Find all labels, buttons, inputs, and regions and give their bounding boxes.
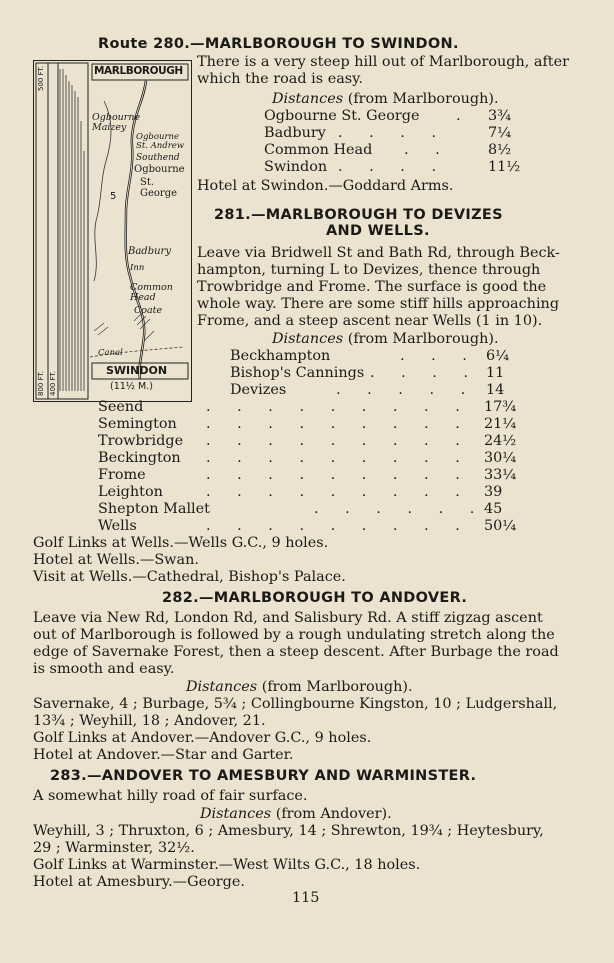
route-282-hotel: Hotel at Andover.—Star and Garter. <box>33 747 294 763</box>
route-283-heading: 283.—ANDOVER TO AMESBURY AND WARMINSTER. <box>50 768 477 784</box>
distance-place: Seend <box>98 399 144 415</box>
route-281-distances-header <box>272 331 499 348</box>
route-283-text-1: A somewhat hilly road of fair surface. <box>33 788 308 804</box>
route-280-distance-row: Ogbourne St. George . 3¾ <box>264 108 512 124</box>
distance-value: 39 <box>484 484 503 500</box>
map-label-ogbourne-st-andrew: Ogbourne St. Andrew <box>136 132 185 151</box>
distance-place: Beckington <box>98 450 181 466</box>
route-281-text-5: Frome, and a steep ascent near Wells (1 in 10). <box>197 313 543 329</box>
route-283-hotel: Hotel at Amesbury.—George. <box>33 874 245 890</box>
route-281-distance-row: Beckington . . . . . . . . . 30¼ <box>98 450 517 466</box>
route-281-heading-line2: AND WELLS. <box>326 223 430 239</box>
route-280-hotel: Hotel at Swindon.—Goddard Arms. <box>197 178 454 194</box>
route-280-text-1: There is a very steep hill out of Marlborough, after <box>197 54 569 70</box>
distance-value: 45 <box>484 501 503 517</box>
route-281-distance-row: Leighton . . . . . . . . . 39 <box>98 484 503 500</box>
map-mile-marker: 5 <box>110 191 117 202</box>
route-281-heading: 281.—MARLBOROUGH TO DEVIZES <box>214 207 503 223</box>
distance-value: 17¾ <box>484 399 517 415</box>
map-label-inn: Inn <box>130 263 145 273</box>
distances-label: Distances <box>272 331 344 347</box>
distance-place: Frome <box>98 467 146 483</box>
route-strip-map <box>33 60 192 402</box>
distance-place: Beckhampton <box>230 348 331 364</box>
distance-value: 33¼ <box>484 467 517 483</box>
route-281-distance-row: Wells . . . . . . . . . 50¼ <box>98 518 517 534</box>
route-282-golf: Golf Links at Andover.—Andover G.C., 9 holes. <box>33 730 372 746</box>
distance-value: 8½ <box>488 142 512 158</box>
route-281-distance-row: Devizes . . . . . 14 <box>230 382 505 398</box>
distance-place: Shepton Mallet <box>98 501 210 517</box>
map-label-ogbourne: Ogbourne <box>134 164 185 175</box>
distance-value: 30¼ <box>484 450 517 466</box>
route-281-text-4: whole way. There are some stiff hills approaching <box>197 296 560 312</box>
distance-value: 24½ <box>484 433 517 449</box>
route-282-distances-header <box>186 679 413 696</box>
route-280-distance-row: Swindon . . . . 11½ <box>264 159 521 175</box>
route-281-distance-row: Shepton Mallet . . . . . . 45 <box>98 501 503 517</box>
distance-place: Bishop's Cannings <box>230 365 365 381</box>
distances-from: (from Andover). <box>275 806 392 822</box>
route-281-visit: Visit at Wells.—Cathedral, Bishop's Palace. <box>33 569 346 585</box>
distance-place: Swindon <box>264 159 328 175</box>
route-281-text-1: Leave via Bridwell St and Bath Rd, through Beck- <box>197 245 560 261</box>
route-281-distance-row: Beckhampton . . . 6¼ <box>230 348 510 364</box>
route-281-distance-row: Frome . . . . . . . . . 33¼ <box>98 467 517 483</box>
distance-place: Badbury <box>264 125 326 141</box>
route-281-text-3: Trowbridge and Frome. The surface is good the <box>197 279 547 295</box>
distances-from: (from Marlborough). <box>261 679 413 695</box>
distance-value: 11½ <box>488 159 521 175</box>
distances-from: (from Marlborough). <box>347 331 499 347</box>
map-label-badbury: Badbury <box>128 246 171 257</box>
distance-place: Trowbridge <box>98 433 184 449</box>
distances-label: Distances <box>272 91 344 107</box>
route-283-distances-header <box>200 806 392 823</box>
route-281-distance-row: Bishop's Cannings . . . . 11 <box>230 365 505 381</box>
route-281-distance-row: Seend . . . . . . . . . 17¾ <box>98 399 517 415</box>
route-282-text-1: Leave via New Rd, London Rd, and Salisbury Rd. A stiff zigzag ascent <box>33 610 543 626</box>
route-283-distances-1: Weyhill, 3 ; Thruxton, 6 ; Amesbury, 14 ; Shrewton, 19¾ ; Heytesbury, <box>33 823 544 839</box>
map-label-common-head: Common Head <box>130 282 173 303</box>
distance-value: 14 <box>486 382 505 398</box>
distance-place: Devizes <box>230 382 287 398</box>
distance-value: 50¼ <box>484 518 517 534</box>
route-282-distances-2: 13¾ ; Weyhill, 18 ; Andover, 21. <box>33 713 266 729</box>
map-distance-note: (11½ M.) <box>110 381 153 392</box>
distances-from: (from Marlborough). <box>347 91 499 107</box>
distance-place: Leighton <box>98 484 163 500</box>
map-elevation-top: 500 FT. <box>37 65 45 91</box>
route-282-text-3: edge of Savernake Forest, then a steep descent. After Burbage the road <box>33 644 559 660</box>
distance-value: 3¾ <box>488 108 512 124</box>
map-label-southend: Southend <box>136 153 180 163</box>
route-280-distances-header <box>272 91 499 108</box>
distance-place: Semington <box>98 416 177 432</box>
distance-place: Ogbourne St. George <box>264 108 420 124</box>
route-283-golf: Golf Links at Warminster.—West Wilts G.C., 18 holes. <box>33 857 421 873</box>
distances-label: Distances <box>186 679 258 695</box>
map-label-st-george: St. George <box>140 177 178 199</box>
route-282-text-2: out of Marlborough is followed by a rough undulating stretch along the <box>33 627 555 643</box>
route-280-text-2: which the road is easy. <box>197 71 363 87</box>
map-elevation-mid: 400 FT. <box>49 370 57 396</box>
route-280-heading: Route 280.—MARLBOROUGH TO SWINDON. <box>98 36 459 52</box>
distance-place: Common Head <box>264 142 373 158</box>
route-281-hotel: Hotel at Wells.—Swan. <box>33 552 199 568</box>
map-label-coate: Coate <box>134 305 163 316</box>
route-282-distances-1: Savernake, 4 ; Burbage, 5¾ ; Collingbourne Kingston, 10 ; Ludgershall, <box>33 696 558 712</box>
distances-label: Distances <box>200 806 272 822</box>
map-label-ogbourne-maizey: Ogbourne Maizey <box>92 112 141 133</box>
map-label-canal: Canal <box>98 348 123 358</box>
route-283-distances-2: 29 ; Warminster, 32½. <box>33 840 195 856</box>
route-281-distance-row: Semington . . . . . . . . . 21¼ <box>98 416 517 432</box>
route-280-distance-row: Badbury . . . . 7¼ <box>264 125 512 141</box>
distance-place: Wells <box>98 518 137 534</box>
route-282-text-4: is smooth and easy. <box>33 661 175 677</box>
page-number: 115 <box>292 890 320 906</box>
route-282-heading: 282.—MARLBOROUGH TO ANDOVER. <box>162 590 468 606</box>
route-281-text-2: hampton, turning L to Devizes, thence through <box>197 262 541 278</box>
distance-value: 6¼ <box>486 348 510 364</box>
distance-value: 7¼ <box>488 125 512 141</box>
map-town-marlborough: MARLBOROUGH <box>94 65 183 77</box>
route-280-distance-row: Common Head . . 8½ <box>264 142 512 158</box>
distance-value: 11 <box>486 365 505 381</box>
distance-value: 21¼ <box>484 416 517 432</box>
route-281-golf: Golf Links at Wells.—Wells G.C., 9 holes. <box>33 535 329 551</box>
map-elevation-bottom: 800 FT. <box>37 370 45 396</box>
route-281-distance-row: Trowbridge . . . . . . . . . 24½ <box>98 433 517 449</box>
map-town-swindon: SWINDON <box>106 364 168 377</box>
